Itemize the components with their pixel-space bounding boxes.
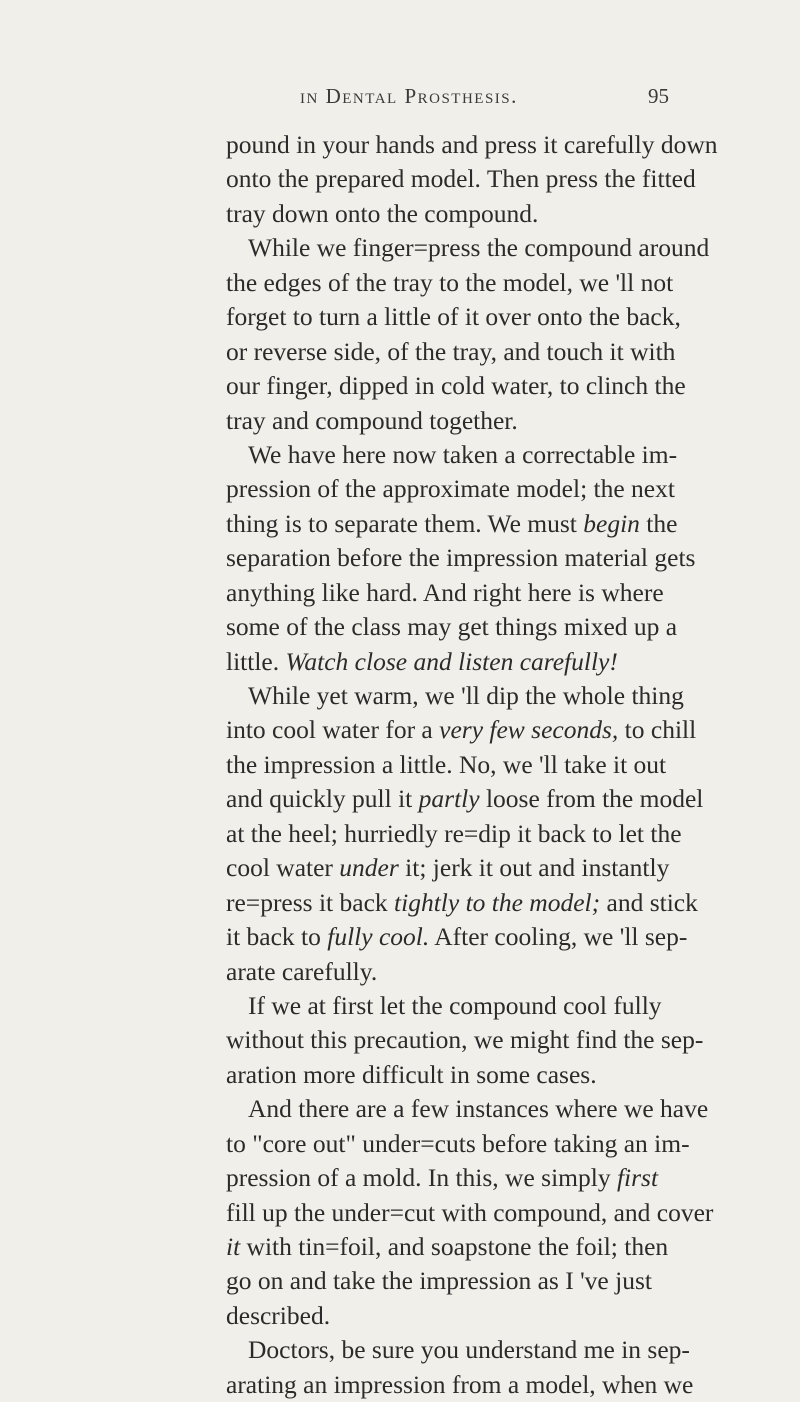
text-line bbox=[226, 576, 686, 610]
text-line bbox=[226, 335, 686, 369]
text-segment: aration more difficult in some cases. bbox=[226, 1059, 597, 1089]
italic-text: it bbox=[226, 1232, 241, 1261]
italic-text: first bbox=[616, 1163, 659, 1193]
text-line bbox=[226, 1264, 686, 1298]
text-segment: it back to bbox=[226, 922, 328, 952]
text-segment: While yet warm, we 'll dip the whole thing bbox=[248, 681, 684, 710]
text-segment: or reverse side, of the tray, and touch it with bbox=[226, 336, 676, 366]
italic-text: very few seconds, bbox=[439, 715, 619, 745]
text-line bbox=[226, 1333, 690, 1367]
text-segment: cool water bbox=[226, 853, 340, 883]
italic-text: begin bbox=[583, 508, 640, 538]
text-line bbox=[226, 369, 686, 403]
text-segment: go on and take the impression as I 've just bbox=[226, 1266, 652, 1296]
text-line bbox=[226, 1092, 709, 1126]
text-line bbox=[226, 1230, 686, 1264]
text-segment: arating an impression from a model, when we bbox=[226, 1369, 694, 1399]
text-line bbox=[226, 1023, 704, 1057]
text-segment: thing is to separate them. We must bbox=[226, 508, 584, 538]
text-segment: to chill bbox=[618, 715, 697, 745]
text-segment: tray down onto the compound. bbox=[226, 198, 539, 228]
italic-text: partly bbox=[418, 784, 480, 814]
italic-text: Watch close and listen carefully! bbox=[285, 646, 618, 676]
text-line bbox=[226, 128, 718, 162]
text-line bbox=[226, 231, 710, 265]
text-segment: anything like hard. And right here is where bbox=[226, 577, 664, 607]
text-line bbox=[226, 782, 704, 816]
text-segment: And there are a few instances where we have bbox=[248, 1094, 709, 1124]
text-line bbox=[226, 472, 686, 506]
text-segment: tray and compound together. bbox=[226, 405, 518, 435]
text-line bbox=[226, 920, 686, 954]
text-line bbox=[226, 886, 698, 920]
text-segment: pound in your hands and press it carefully down bbox=[226, 130, 718, 159]
text-segment: with tin=foil, and soapstone the foil; then bbox=[240, 1232, 669, 1261]
text-line bbox=[226, 404, 686, 438]
body-text bbox=[226, 128, 718, 1402]
text-line bbox=[226, 851, 686, 885]
text-line bbox=[226, 1058, 686, 1092]
text-segment: pression of a mold. In this, we simply bbox=[226, 1163, 617, 1193]
text-segment: the impression a little. No, we 'll take it out bbox=[226, 749, 667, 779]
text-segment: onto the prepared model. Then press the fitted bbox=[226, 164, 696, 194]
text-line bbox=[226, 1196, 714, 1230]
text-segment: some of the class may get things mixed up a bbox=[226, 612, 678, 642]
text-line bbox=[226, 507, 686, 541]
text-segment: into cool water for a bbox=[226, 715, 440, 745]
text-segment: the edges of the tray to the model, we 'll not bbox=[226, 267, 674, 297]
text-segment: We have here now taken a correctable im- bbox=[248, 439, 678, 469]
text-segment: fill up the under=cut with compound, and cover bbox=[226, 1197, 714, 1227]
text-line bbox=[226, 1161, 686, 1195]
text-segment: it; jerk it out and instantly bbox=[398, 853, 670, 883]
text-segment: at the heel; hurriedly re=dip it back to let the bbox=[226, 818, 682, 848]
text-line bbox=[226, 817, 686, 851]
text-line bbox=[226, 266, 686, 300]
text-segment: If we at first let the compound cool fully bbox=[248, 990, 662, 1020]
text-segment: our finger, dipped in cold water, to clinch the bbox=[226, 371, 686, 401]
italic-text: tightly to the model; bbox=[394, 887, 601, 917]
text-line bbox=[226, 679, 686, 713]
text-segment: and stick bbox=[600, 887, 698, 917]
text-line bbox=[226, 541, 696, 575]
text-segment: the bbox=[639, 508, 678, 538]
italic-text: fully cool. bbox=[327, 922, 430, 952]
text-segment: forget to turn a little of it over onto the back, bbox=[226, 302, 681, 332]
text-segment: without this precaution, we might find the sep- bbox=[226, 1025, 704, 1055]
italic-text: under bbox=[339, 853, 399, 883]
text-line bbox=[226, 197, 686, 231]
text-segment: While we finger=press the compound around bbox=[248, 233, 710, 263]
text-segment: re=press it back bbox=[226, 887, 395, 917]
text-line bbox=[226, 713, 697, 747]
text-segment: Doctors, be sure you understand me in sep- bbox=[248, 1335, 690, 1365]
text-line bbox=[226, 1368, 694, 1402]
text-line bbox=[226, 610, 686, 644]
text-segment: described. bbox=[226, 1300, 331, 1330]
page-number: 95 bbox=[648, 84, 669, 108]
text-segment: arate carefully. bbox=[226, 956, 378, 986]
text-line bbox=[226, 300, 686, 334]
text-segment: and quickly pull it bbox=[226, 784, 419, 814]
text-segment: After cooling, we 'll sep- bbox=[429, 922, 688, 952]
text-segment: pression of the approximate model; the next bbox=[226, 474, 675, 504]
text-segment: separation before the impression material gets bbox=[226, 543, 696, 573]
text-line bbox=[226, 989, 686, 1023]
text-segment: to "core out" under=cuts before taking an im- bbox=[226, 1128, 690, 1158]
text-line bbox=[226, 955, 686, 989]
text-line bbox=[226, 162, 696, 196]
running-head: in Dental Prosthesis. bbox=[300, 84, 518, 108]
text-line bbox=[226, 1127, 690, 1161]
text-line bbox=[226, 1299, 686, 1333]
text-line bbox=[226, 748, 686, 782]
text-segment: little. bbox=[226, 646, 286, 676]
text-line bbox=[226, 438, 686, 472]
text-segment: loose from the model bbox=[479, 784, 704, 814]
text-line bbox=[226, 645, 686, 679]
